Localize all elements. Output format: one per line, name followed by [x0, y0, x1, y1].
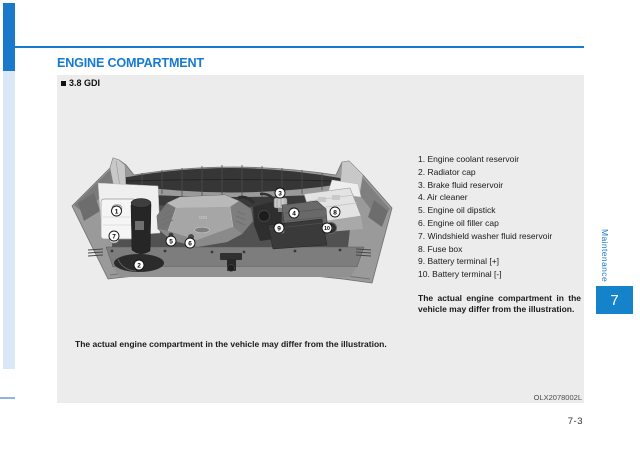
svg-text:7: 7 [112, 233, 116, 241]
callout-7 [109, 231, 119, 241]
svg-text:4: 4 [292, 210, 296, 218]
svg-text:9: 9 [277, 225, 281, 233]
disclaimer-note: The actual engine compartment in the vehicle may differ from the illustration. [418, 292, 581, 314]
part-item: 10. Battery terminal [-] [418, 269, 502, 280]
left-accent-bar-dark [3, 3, 15, 71]
variant-text: 3.8 GDI [69, 78, 101, 88]
engine-compartment-illustration [70, 137, 400, 287]
engine-cover-label: GDI [198, 215, 208, 220]
part-item: 1. Engine coolant reservoir [418, 154, 520, 164]
parts-list [418, 153, 581, 281]
part-item: 3. Brake fluid reservoir [418, 179, 504, 190]
left-accent-bar-light [3, 71, 15, 369]
part-item: 8. Fuse box [418, 243, 463, 254]
callout-2 [134, 260, 144, 270]
svg-text:8: 8 [333, 209, 337, 217]
part-item: 2. Radiator cap [418, 166, 476, 177]
part-item: 9. Battery terminal [+] [418, 256, 500, 267]
callout-5 [166, 236, 176, 246]
callout-3 [275, 188, 285, 198]
bottom-left-tick [0, 397, 15, 399]
svg-text:1: 1 [114, 208, 119, 216]
page-title: ENGINE COMPARTMENT [57, 55, 204, 70]
brand-logo [195, 227, 210, 233]
callout-9 [274, 223, 284, 233]
parts-column [418, 153, 581, 315]
page-number: 7-3 [567, 416, 583, 427]
header-rule [15, 46, 584, 48]
callout-8 [330, 207, 340, 217]
part-item: 5. Engine oil dipstick [418, 205, 496, 216]
part-item: 4. Air cleaner [418, 192, 468, 203]
figure-code: OLX2078002L [533, 393, 582, 402]
chapter-tab: 7 [596, 286, 633, 314]
callout-10 [322, 223, 332, 233]
svg-text:3: 3 [278, 190, 282, 198]
callout-6 [185, 238, 195, 248]
callout-4 [289, 208, 299, 218]
svg-text:6: 6 [188, 240, 192, 248]
engine-variant-label [61, 78, 100, 88]
front-crossmember [88, 247, 371, 277]
figure-caption: The actual engine compartment in the vehicle may differ from the illustration. [75, 339, 387, 349]
square-bullet-icon [61, 81, 66, 86]
part-item: 7. Windshield washer fluid reservoir [418, 230, 553, 241]
svg-text:10: 10 [324, 225, 330, 232]
svg-text:2: 2 [137, 262, 141, 270]
chapter-label-vertical: Maintenance [600, 229, 610, 283]
svg-text:5: 5 [169, 238, 173, 246]
part-item: 6. Engine oil filler cap [418, 217, 499, 228]
callout-1 [112, 206, 122, 216]
